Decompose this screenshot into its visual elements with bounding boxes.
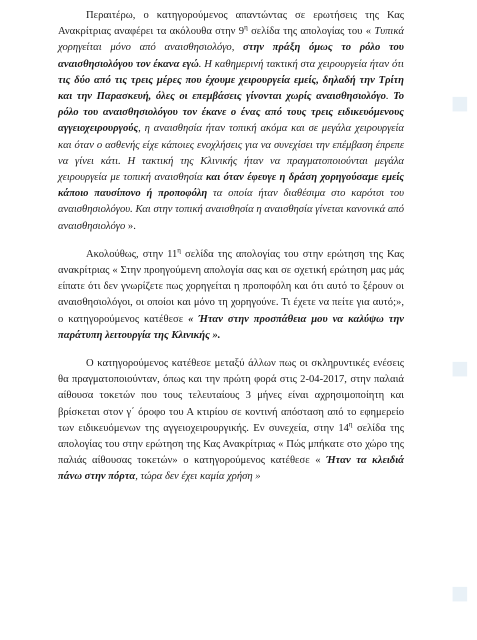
text-segment: . Η καθημερινή τακτική στα χειρουργεία ήταν ότι xyxy=(198,58,404,70)
watermark-decoration: ■ xyxy=(444,585,477,604)
text-segment: Ήταν τα κλειδιά πάνω στην πόρτα xyxy=(58,455,404,483)
text-segment: και όταν έφευγε η δράση χορηγούσαμε εμείς κάποιο παυσίπονο ή προποφόλη xyxy=(58,172,404,200)
text-segment: η xyxy=(348,420,353,429)
text-segment: « Ήταν στην προσπάθεια μου να καλύψω την παράτυπη λειτουργία της Κλινικής ». xyxy=(58,313,404,341)
text-segment: η xyxy=(177,246,181,255)
text-segment: ». xyxy=(125,220,136,232)
watermark-decoration: ■ xyxy=(444,360,477,379)
paragraph-1 xyxy=(58,8,404,235)
text-segment: σελίδα της απολογίας του στην ερώτηση της Κας Ανακρίτριας « Πώς μπήκατε στο χώρο της παλιάς αίθουσας τοκετών» ο κατηγορούμενος κατέθεσε « xyxy=(58,422,404,467)
text-segment: τα οποία ήταν διαθέσιμα στο καρότσι του αναισθησιολόγου. Και στην τοπική αναισθησία η αναισθησία γίνεται κανονικά από αναισθησιολόγο xyxy=(58,188,404,232)
paragraph-2 xyxy=(58,247,404,344)
text-segment: Το ρόλο του αναισθησιολόγου τον έκανε ο ένας από τους τρεις ειδικευόμενους αγγειοχειρουργούς xyxy=(58,91,404,135)
paragraph-3 xyxy=(58,356,404,486)
text-segment: σελίδα της απολογίας του στην ερώτηση της Κας ανακρίτριας « Στην προηγούμενη απολογία σας και σε σχετική ερώτηση μας μάς είπατε ότι δεν γνωρίζετε πως χορηγείται η προποφόλη και ότι αυτό το ξέρουν οι αναισθησιολόγοι, οι οποίοι και μόνο τη χορηγούνε. Τι έχετε να πείτε για αυτό;», ο κατηγορούμενος κατέθεσε xyxy=(58,248,404,325)
text-segment: , τώρα δεν έχει καμία χρήση » xyxy=(135,471,261,483)
text-segment: τις δύο από τις τρεις μέρες που έχουμε χειρουργεία εμείς, δηλαδή την Τρίτη και την Παρασκευή, όλες οι επεμβάσεις γίνονται χωρίς αναισθησιολόγο xyxy=(58,74,404,103)
text-segment: Περαιτέρω, ο κατηγορούμενος απαντώντας σε ερωτήσεις της Κας Ανακρίτριας αναφέρει τα ακόλουθα στην 9 xyxy=(58,10,404,38)
text-segment: η xyxy=(244,23,248,32)
text-segment: Ακολούθως, στην 11 xyxy=(86,248,178,260)
text-segment: Τυπικά χορηγείται μόνο από αναισθησιολόγο, xyxy=(58,26,404,54)
text-segment: , η αναισθησία ήταν τοπική ακόμα και σε μεγάλα χειρουργεία και όταν ο ασθενής είχε κάποιες ενοχλήσεις για να συνεχίσει την επέμβαση έπρεπε να γίνει κάτι. Η τακτική της Κλινικής ήταν να πραγματοποιούνται μεγάλα χειρουργεία με τοπική αναισθησία xyxy=(58,123,404,184)
watermark-decoration: ■ xyxy=(444,95,477,114)
text-segment: στην πράξη όμως το ρόλο του αναισθησιολόγου τον έκανα εγώ xyxy=(58,42,404,70)
document-body xyxy=(58,8,404,486)
text-segment: Ο κατηγορούμενος κατέθεσε μεταξύ άλλων πως οι σκληρυντικές ενέσεις θα πραγματοποιούνταν, όπως και την πρώτη φορά στις 2-04-2017, στην παλαιά αίθουσα τοκετών που τους τελευταίους 3 μήνες είναι αχρησιμοποίητη και βρίσκεται στον γ΄ όροφο του Α κτιρίου σε κοντινή απόσταση από το εφημερείο των ειδικευόμενων της αγγειοχειρουργικής. Εν συνεχεία, στην 14 xyxy=(58,358,404,434)
text-segment: . xyxy=(385,91,394,103)
text-segment: σελίδα της απολογίας του « xyxy=(247,26,375,38)
